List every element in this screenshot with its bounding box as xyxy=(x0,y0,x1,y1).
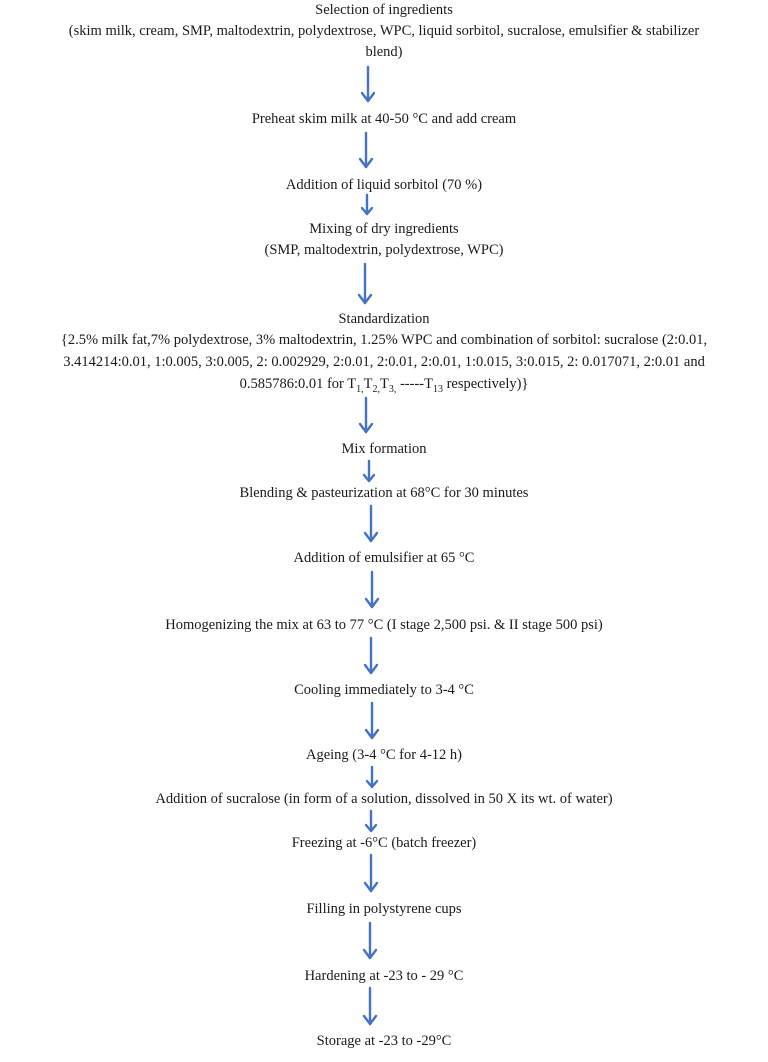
step-hardening: Hardening at -23 to - 29 °C xyxy=(304,968,464,984)
std-t2: T xyxy=(363,376,373,392)
step-freezing: Freezing at -6°C (batch freezer) xyxy=(291,835,477,851)
arrow-8 xyxy=(366,572,378,607)
arrow-6 xyxy=(364,461,374,481)
step-sucralose: Addition of sucralose (in form of a solution, dissolved in 50 X its wt. of water) xyxy=(155,791,613,807)
arrow-1 xyxy=(362,67,374,101)
arrow-5 xyxy=(360,398,372,432)
step-storage: Storage at -23 to -29°C xyxy=(316,1033,452,1049)
arrow-4 xyxy=(359,264,371,303)
std-suffix: respectively)} xyxy=(442,376,529,392)
step-filling: Filling in polystyrene cups xyxy=(306,901,462,917)
arrow-15 xyxy=(364,988,376,1024)
std-dashes: -----T xyxy=(396,376,433,392)
std-sub13: 13 xyxy=(432,383,443,395)
std-t3: T xyxy=(379,376,389,392)
std-sub3: 3, xyxy=(388,383,397,395)
arrow-7 xyxy=(365,506,377,541)
step-standardization-line2: 3.414214:0.01, 1:0.005, 3:0.005, 2: 0.002929, 2:0.01, 2:0.01, 2:0.01, 1:0.015, 3:0.015, 2: 0.017071, 2:0.01 and xyxy=(63,354,705,370)
step-ageing: Ageing (3-4 °C for 4-12 h) xyxy=(305,747,462,763)
step-sorbitol: Addition of liquid sorbitol (70 %) xyxy=(285,177,483,193)
std-sub2: 2, xyxy=(372,383,380,395)
arrow-12 xyxy=(366,811,376,831)
step-selection-title: Selection of ingredients xyxy=(315,2,453,18)
step-homogenizing: Homogenizing the mix at 63 to 77 °C (I stage 2,500 psi. & II stage 500 psi) xyxy=(165,617,603,633)
step-standardization-line1: {2.5% milk fat,7% polydextrose, 3% maltodextrin, 1.25% WPC and combination of sorbitol: sucralose (2:0.01, xyxy=(60,332,708,348)
step-standardization-title: Standardization xyxy=(338,311,430,327)
arrow-9 xyxy=(365,638,377,673)
std-sub1: 1, xyxy=(356,383,364,395)
arrow-3 xyxy=(362,195,372,214)
step-blending: Blending & pasteurization at 68°C for 30 minutes xyxy=(239,485,529,501)
step-preheat: Preheat skim milk at 40-50 °C and add cream xyxy=(251,111,517,127)
step-cooling: Cooling immediately to 3-4 °C xyxy=(294,682,474,698)
step-selection-ingredients-line1: (skim milk, cream, SMP, maltodextrin, polydextrose, WPC, liquid sorbitol, sucralose, emulsifier & stabilizer xyxy=(68,23,700,39)
arrow-10 xyxy=(366,703,378,738)
arrow-11 xyxy=(367,767,377,787)
arrow-2 xyxy=(360,133,372,167)
arrow-14 xyxy=(364,923,376,958)
arrow-13 xyxy=(365,855,377,891)
step-selection-ingredients-line2: blend) xyxy=(365,44,403,60)
step-mixing-detail: (SMP, maltodextrin, polydextrose, WPC) xyxy=(264,242,504,258)
step-emulsifier: Addition of emulsifier at 65 °C xyxy=(293,550,475,566)
step-mixing-title: Mixing of dry ingredients xyxy=(309,221,459,237)
std-prefix: 0.585786:0.01 for T xyxy=(239,376,357,392)
step-mix-formation: Mix formation xyxy=(341,441,427,457)
